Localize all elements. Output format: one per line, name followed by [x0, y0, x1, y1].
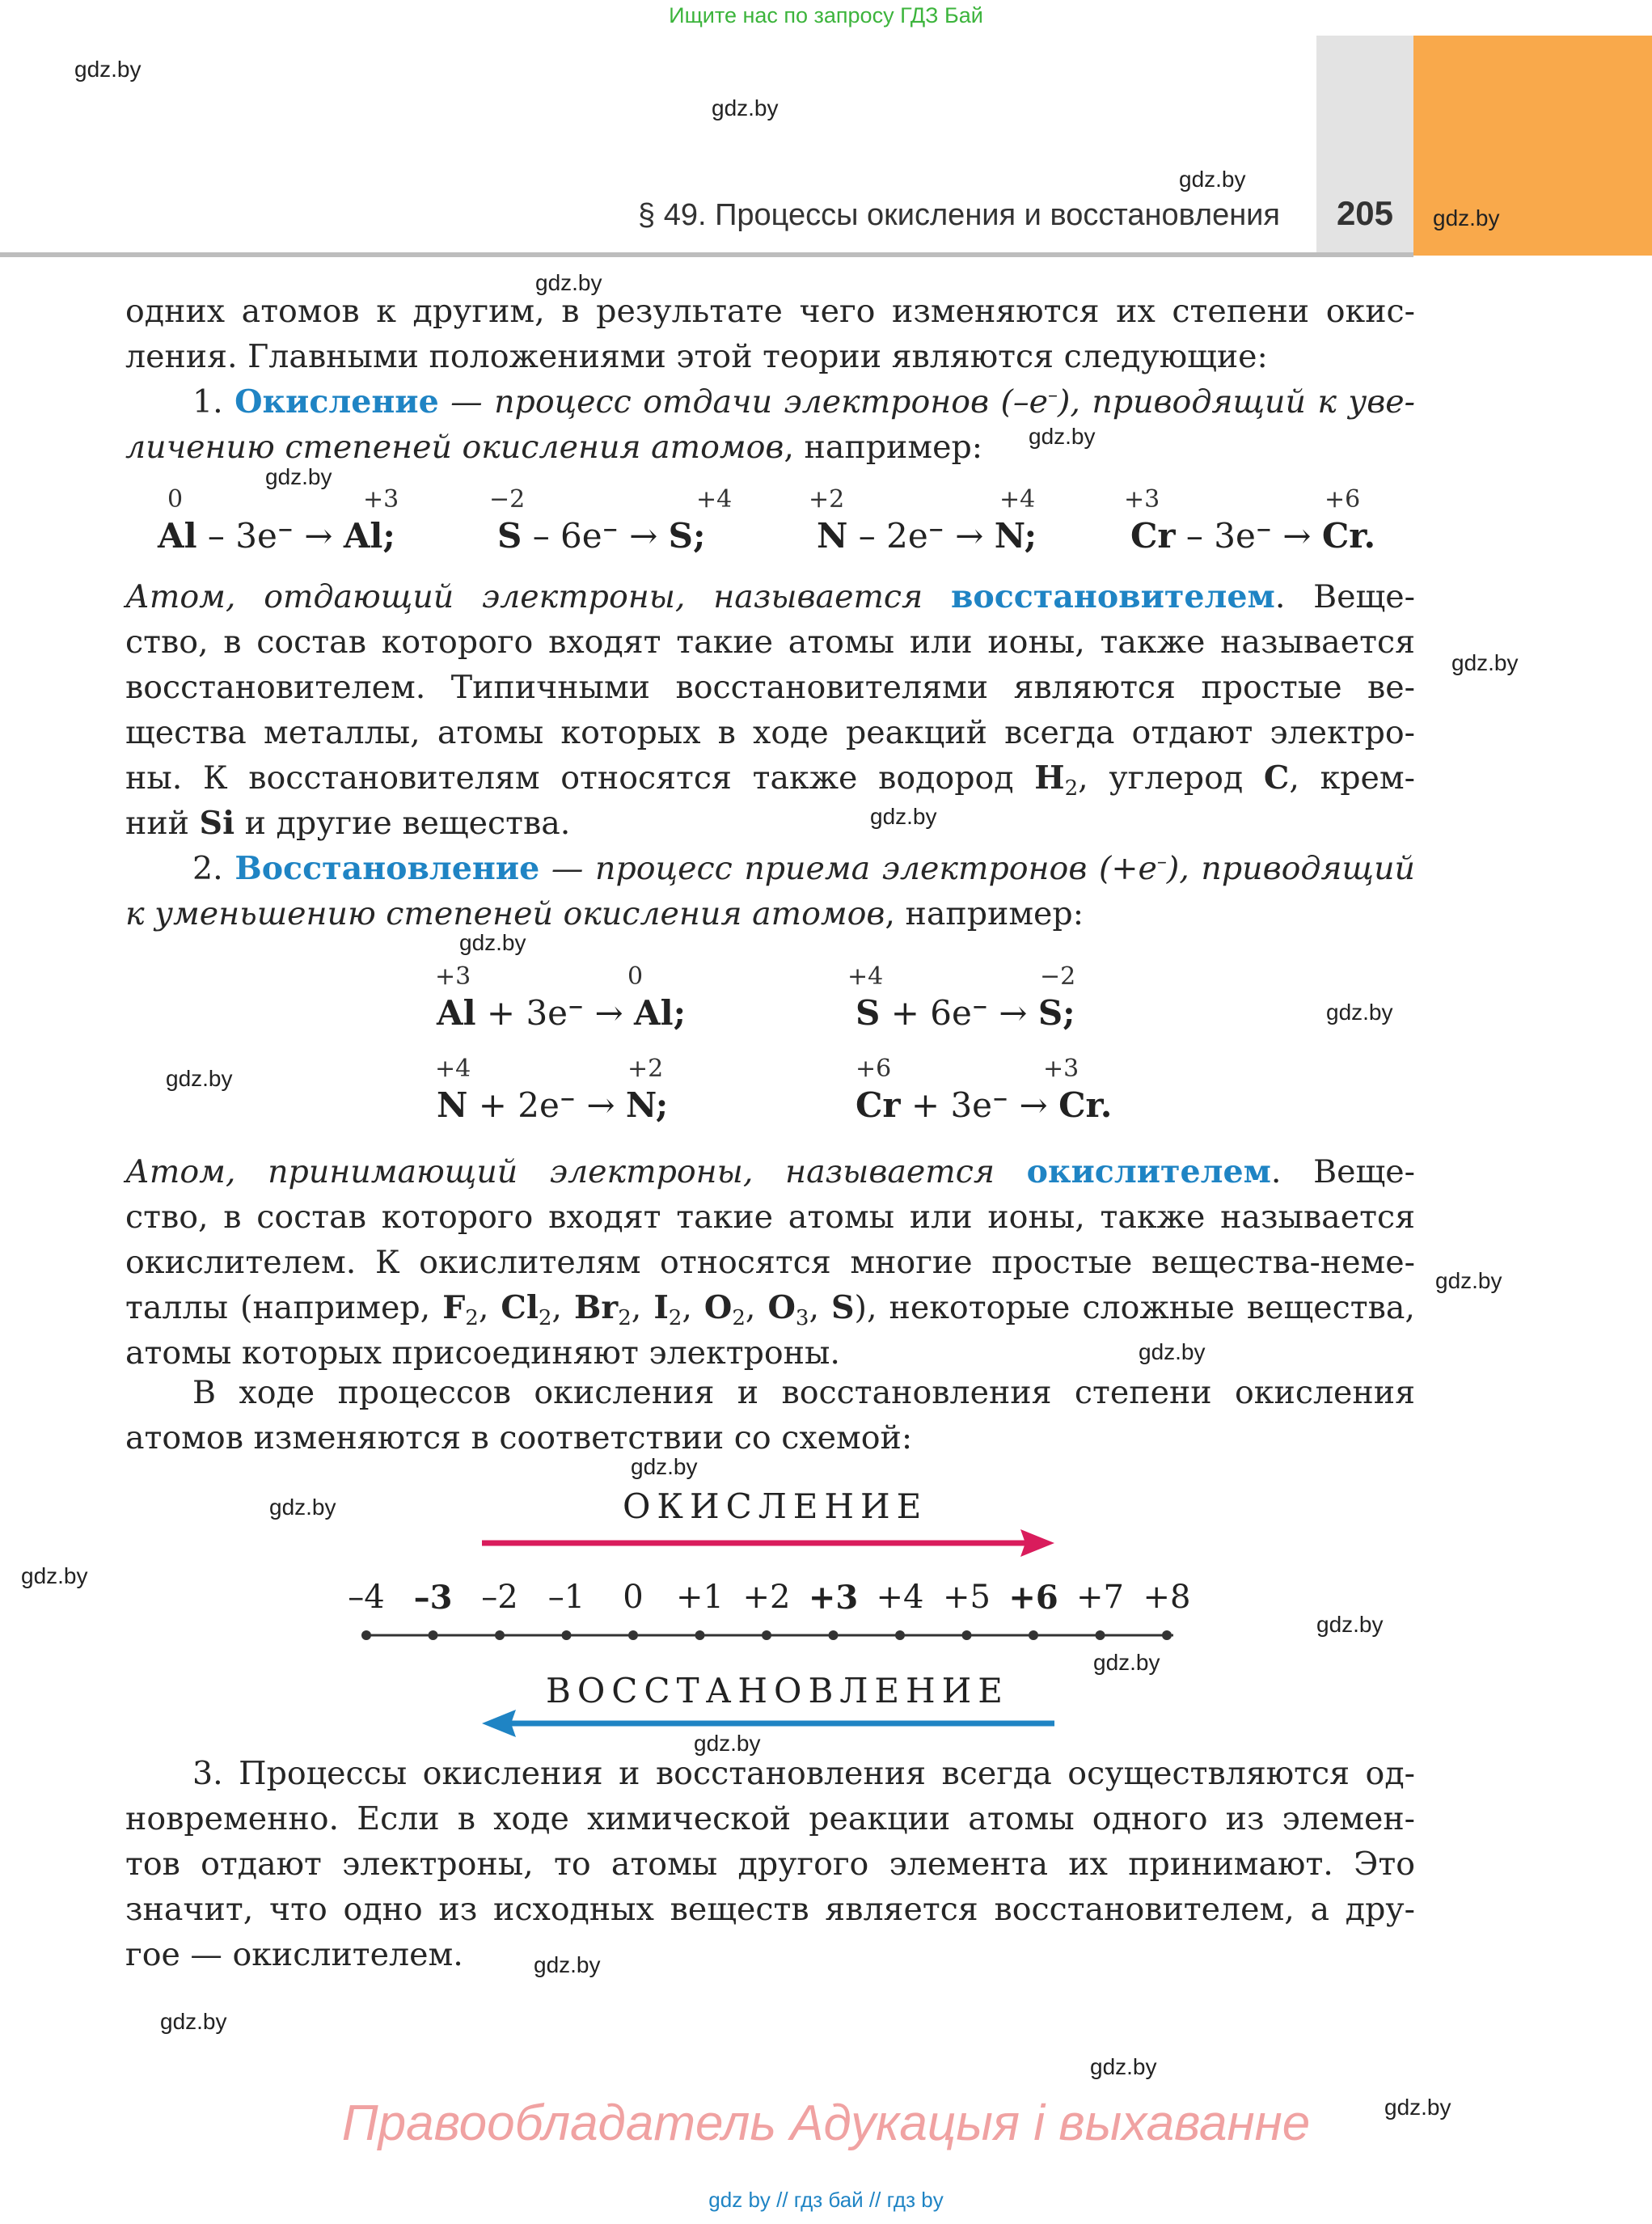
subscript: 2	[538, 1306, 552, 1330]
definition-text: личению степеней окисления атомов	[125, 429, 784, 466]
electron-sign: −	[602, 518, 619, 541]
electron-sign: −	[927, 518, 944, 541]
tick-label: +4	[876, 1579, 924, 1616]
text-line: значит, что одно из исходных веществ является восстановителем, а дру-	[125, 1891, 1415, 1928]
section-title: § 49. Процессы окисления и восстановления	[638, 198, 1280, 232]
tick-dot	[1096, 1630, 1105, 1640]
text-line: новременно. Если в ходе химической реакции атомы одного из элемен-	[125, 1800, 1415, 1837]
text-line: ство, в состав которого входят такие атомы или ионы, также называется	[125, 624, 1415, 661]
element-symbol: N	[817, 516, 848, 556]
electron-term: + 6e	[880, 993, 972, 1033]
text-line: тов отдают электроны, то атомы другого элемента их принимают. Это	[125, 1846, 1415, 1883]
text-line: окислителем. К окислителям относятся многие простые вещества-неме-	[125, 1244, 1415, 1281]
text-fragment: ), некоторые сложные вещества,	[854, 1289, 1415, 1326]
definition-text: — процесс отдачи электронов (–e	[438, 383, 1048, 421]
reduction-arrow-head	[482, 1710, 516, 1737]
tick-label: –1	[547, 1579, 585, 1616]
definition-text: ), приводящий к уве-	[1058, 383, 1416, 421]
watermark: gdz.by	[631, 1454, 698, 1479]
tick-dot	[829, 1630, 839, 1640]
subscript: 2	[1064, 776, 1079, 801]
text-fragment: . Веще-	[1274, 578, 1415, 615]
text-line: гое — окислителем.	[125, 1936, 463, 1973]
text-line: ления. Главными положениями этой теории являются следующие:	[125, 338, 1268, 375]
oxidation-state: +4	[435, 1055, 471, 1083]
tick-dot	[1162, 1630, 1172, 1640]
tick-dot	[695, 1630, 705, 1640]
formula: Cl	[501, 1289, 539, 1326]
element-symbol: Al;	[634, 993, 687, 1033]
reaction-arrow: →	[618, 516, 669, 556]
point-number: 2.	[192, 850, 235, 887]
tick-dot	[628, 1630, 638, 1640]
electron-sign: –	[1156, 850, 1167, 873]
electron-term: – 2e	[847, 516, 928, 556]
tick-label: +8	[1143, 1579, 1191, 1616]
tick-dot	[495, 1630, 505, 1640]
watermark: gdz.by	[534, 1952, 601, 1977]
definition-text: — процесс приема электронов (+e	[539, 850, 1157, 887]
reaction-arrow: →	[584, 993, 635, 1033]
point-simultaneous	[125, 1751, 1415, 1977]
oxidation-state: +3	[1124, 485, 1160, 514]
oxidation-state: +3	[363, 485, 399, 514]
watermark: gdz.by	[1435, 1268, 1502, 1293]
tick-label: +5	[943, 1579, 991, 1616]
watermark: gdz.by	[694, 1731, 761, 1756]
oxidation-arrow-head	[1020, 1529, 1054, 1557]
tick-label: +7	[1076, 1579, 1124, 1616]
oxidation-state: +2	[809, 485, 845, 514]
subscript: 2	[618, 1306, 632, 1330]
tick-dot	[762, 1630, 771, 1640]
oxidation-state: +4	[999, 485, 1036, 514]
watermark: gdz.by	[1326, 1000, 1393, 1025]
text-fragment: . Веще-	[1270, 1153, 1415, 1190]
tick-label: –4	[348, 1579, 385, 1616]
electron-sign: −	[277, 518, 294, 541]
oxidation-state: 0	[627, 962, 644, 991]
element-symbol: Al;	[343, 516, 395, 556]
electron-sign: −	[992, 1087, 1009, 1110]
text-line: таллы (например, $F_2$, $Cl_2$, $Br_2$, $I_2$, $O_2$, $O_3$, S), некоторые сложные вещества,	[125, 1289, 1415, 1330]
oxidation-state: +4	[696, 485, 733, 514]
watermark: gdz.by	[269, 1495, 336, 1520]
element-symbol: Cr	[1130, 516, 1176, 556]
formula: S	[831, 1289, 855, 1326]
watermark: gdz.by	[1433, 205, 1500, 230]
oxidation-state: +6	[856, 1055, 892, 1083]
tick-dot	[895, 1630, 905, 1640]
text-fragment: , например:	[784, 429, 983, 466]
copyright-notice: Правообладатель Адукацыя і выхаванне	[341, 2095, 1311, 2151]
element-symbol: Cr.	[1058, 1085, 1113, 1125]
electron-sign: −	[559, 1087, 576, 1110]
text-line: В ходе процессов окисления и восстановления степени окисления	[192, 1374, 1415, 1411]
element-symbol: N;	[994, 516, 1037, 556]
term-oxidizer: окислителем	[1026, 1153, 1271, 1190]
element-symbol: S	[497, 516, 522, 556]
watermark: gdz.by	[1316, 1612, 1384, 1637]
reaction-arrow: →	[944, 516, 995, 556]
element-symbol: S;	[1037, 993, 1075, 1033]
watermark: gdz.by	[160, 2009, 227, 2034]
watermark: gdz.by	[1029, 424, 1096, 449]
text-fragment: , углерод	[1078, 759, 1264, 797]
tick-label: +1	[676, 1579, 724, 1616]
text-line: одних атомов к другим, в результате чего изменяются их степени окис-	[125, 293, 1415, 330]
text-fragment: ний	[125, 805, 200, 842]
watermark: gdz.by	[265, 464, 332, 489]
electron-term: – 6e	[522, 516, 602, 556]
watermark: gdz.by	[1139, 1339, 1206, 1364]
reaction-arrow: →	[575, 1085, 626, 1125]
electron-sign: −	[1255, 518, 1272, 541]
text-line: атомы которых присоединяют электроны.	[125, 1334, 840, 1372]
watermark: gdz.by	[1093, 1650, 1160, 1675]
formula: O	[767, 1289, 796, 1326]
oxidation-state: +2	[627, 1055, 664, 1083]
formula: Br	[573, 1289, 619, 1326]
tick-label: +6	[1008, 1579, 1058, 1617]
watermark: gdz.by	[1179, 167, 1246, 192]
tick-label: +2	[742, 1579, 791, 1616]
tick-label: –2	[481, 1579, 518, 1616]
term-oxidation: Окисление	[234, 383, 439, 421]
formula: H	[1034, 759, 1065, 797]
watermark: gdz.by	[1451, 650, 1519, 675]
element-symbol: S;	[668, 516, 706, 556]
oxidation-state: +3	[1043, 1055, 1080, 1083]
element-symbol: N	[437, 1085, 468, 1125]
tick-dot	[361, 1630, 371, 1640]
watermark: gdz.by	[1090, 2054, 1157, 2079]
reaction-arrow: →	[1008, 1085, 1059, 1125]
formula: F	[442, 1289, 466, 1326]
oxidation-state: −2	[489, 485, 526, 514]
electron-term: + 3e	[900, 1085, 993, 1125]
tick-dot	[962, 1630, 972, 1640]
term-reducer: восстановителем	[950, 578, 1275, 615]
oxidation-label: ОКИСЛЕНИЕ	[623, 1486, 928, 1526]
oxidation-state: +4	[847, 962, 884, 991]
formula: C	[1263, 759, 1290, 797]
electron-term: – 3e	[196, 516, 277, 556]
definition-text: к уменьшению степеней окисления атомов	[125, 895, 885, 932]
electron-sign: –	[1048, 383, 1058, 406]
definition-text: ), приводящий	[1166, 850, 1415, 887]
electron-term: + 3e	[475, 993, 568, 1033]
text-line: атомов изменяются в соответствии со схемой:	[125, 1419, 913, 1457]
electron-term: – 3e	[1175, 516, 1256, 556]
element-symbol: N;	[625, 1085, 669, 1125]
element-symbol: Al	[437, 993, 476, 1033]
tick-dot	[1029, 1630, 1038, 1640]
tick-label: –3	[413, 1579, 453, 1617]
term-reduction: Восстановление	[234, 850, 540, 887]
watermark: gdz.by	[74, 57, 142, 82]
reduction-label: ВОССТАНОВЛЕНИЕ	[546, 1671, 1009, 1710]
tick-label: +3	[808, 1579, 859, 1617]
watermark: gdz.by	[712, 95, 779, 121]
subscript: 2	[732, 1306, 746, 1330]
electron-sign: −	[568, 995, 585, 1018]
tick-dot	[429, 1630, 438, 1640]
tick-dot	[562, 1630, 572, 1640]
watermark: gdz.by	[870, 804, 937, 829]
tick-label: 0	[623, 1579, 644, 1616]
text-fragment: и другие вещества.	[234, 805, 571, 842]
reaction-arrow: →	[293, 516, 344, 556]
text-fragment: таллы (например,	[125, 1289, 443, 1326]
electron-term: + 2e	[467, 1085, 560, 1125]
reaction-arrow: →	[1271, 516, 1322, 556]
reaction-arrow: →	[987, 993, 1038, 1033]
oxidation-state: −2	[1040, 962, 1076, 991]
text-line: щества металлы, атомы которых в ходе реакций всегда отдают электро-	[125, 714, 1415, 751]
watermark: gdz.by	[21, 1563, 88, 1588]
formula: O	[703, 1289, 733, 1326]
watermark: gdz.by	[1384, 2095, 1451, 2120]
page-number: 205	[1336, 194, 1394, 232]
element-symbol: Al	[158, 516, 197, 556]
subscript: 2	[668, 1306, 682, 1330]
text-line: ство, в состав которого входят такие атомы или ионы, также называется	[125, 1199, 1415, 1236]
text-fragment: Атом, отдающий электроны, называется	[125, 578, 951, 615]
oxidation-state: +3	[435, 962, 471, 991]
text-line: 3. Процессы окисления и восстановления всегда осуществляются од-	[192, 1755, 1415, 1792]
text-fragment: ны. К восстановителям относятся также водород	[125, 759, 1035, 797]
subscript: 3	[795, 1306, 809, 1330]
text-fragment: , крем-	[1289, 759, 1415, 797]
element-symbol: Cr	[856, 1085, 901, 1125]
watermark: gdz.by	[459, 930, 526, 955]
formula: Si	[199, 805, 235, 842]
oxidation-state: 0	[167, 485, 184, 514]
footer-links[interactable]: gdz by // гдз бай // гдз by	[708, 2188, 944, 2212]
subscript: 2	[465, 1306, 479, 1330]
element-symbol: S	[856, 993, 881, 1033]
formula: I	[653, 1289, 669, 1326]
watermark: gdz.by	[535, 270, 602, 295]
text-fragment: Атом, принимающий электроны, называется	[125, 1153, 1027, 1190]
point-number: 1.	[192, 383, 235, 421]
top-banner[interactable]: Ищите нас по запросу ГДЗ Бай	[669, 3, 983, 27]
text-fragment: , например:	[885, 895, 1084, 932]
oxidation-state: +6	[1325, 485, 1361, 514]
text-line: восстановителем. Типичными восстановителями являются простые ве-	[125, 669, 1415, 706]
watermark: gdz.by	[166, 1066, 233, 1091]
element-symbol: Cr.	[1321, 516, 1376, 556]
electron-sign: −	[971, 995, 988, 1018]
